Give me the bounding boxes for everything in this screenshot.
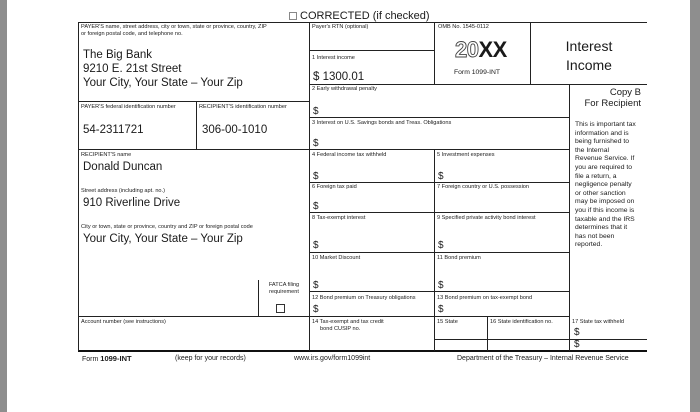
bottom-border [78, 350, 647, 352]
box2-label: 2 Early withdrawal penalty [312, 86, 377, 92]
notice-line: may be imposed on [575, 198, 635, 206]
box1-value: $ 1300.01 [313, 71, 365, 83]
box12-label: 12 Bond premium on Treasury obligations [312, 295, 416, 301]
payer-label: PAYER'S name, street address, city or town, state or province, country, ZIP [81, 24, 267, 30]
notice-line: This is important tax [575, 121, 636, 128]
recipient-street-label: Street address (including apt. no.) [81, 188, 165, 194]
box17-value-1: $ [574, 327, 580, 338]
account-label: Account number (see instructions) [81, 319, 166, 325]
payer-label-2: or foreign postal code, and telephone no. [81, 31, 183, 37]
box1-label: 1 Interest income [312, 55, 355, 61]
column-2-divider [309, 22, 310, 351]
payer-tin: 54-2311721 [83, 124, 144, 136]
box11-value: $ [438, 280, 444, 291]
footer-url[interactable]: www.irs.gov/form1099int [294, 355, 371, 362]
row6-divider [309, 212, 569, 213]
recipient-tin-label: RECIPIENT'S identification number [199, 104, 287, 110]
account-divider [78, 316, 569, 317]
box17-row-divider [569, 339, 647, 340]
box12-value: $ [313, 304, 319, 315]
box5-label: 5 Investment expenses [437, 152, 495, 158]
notice-line: being furnished to [575, 138, 630, 146]
box9-value: $ [438, 240, 444, 251]
copy-line-1: Copy B [609, 87, 641, 98]
column-4-divider [569, 84, 570, 351]
form-title [531, 37, 647, 75]
box4-label: 4 Federal income tax withheld [312, 152, 387, 158]
omb-label: OMB No. 1545-0112 [438, 24, 489, 30]
fatca-label-1: FATCA filing [268, 282, 300, 288]
box5-value: $ [438, 171, 444, 182]
row4-divider [309, 182, 569, 183]
recipient-street: 910 Riverline Drive [83, 197, 181, 209]
box14-label-2: bond CUSIP no. [320, 326, 361, 332]
recipient-tin: 306-00-1010 [202, 124, 268, 136]
box8-label: 8 Tax-exempt interest [312, 215, 366, 221]
footer-dept: Department of the Treasury – Internal Revenue Service [457, 355, 629, 362]
box6-label: 6 Foreign tax paid [312, 184, 357, 190]
title-line-1: Interest [565, 38, 613, 54]
corrected-label: CORRECTED (if checked) [300, 10, 430, 22]
box7-label: 7 Foreign country or U.S. possession [437, 184, 530, 190]
recipient-name: Donald Duncan [83, 161, 163, 173]
corrected-checkbox[interactable] [289, 10, 430, 22]
notice-line: Revenue Service. If [575, 155, 635, 163]
copy-designation [572, 87, 641, 109]
year-suffix: XX [478, 37, 507, 62]
left-border [78, 22, 79, 351]
top-border [78, 22, 647, 23]
notice-line: has not been [575, 232, 615, 240]
box17-label: 17 State tax withheld [572, 319, 624, 325]
row8-divider [309, 252, 569, 253]
footer-keep: (keep for your records) [175, 355, 246, 362]
form-name: Form 1099-INT [454, 69, 501, 76]
box6-value: $ [313, 201, 319, 212]
tax-year [455, 38, 507, 62]
tin-split [196, 101, 197, 149]
payer-divider [78, 101, 309, 102]
notice-line: reported. [575, 241, 603, 249]
box4-value: $ [313, 171, 319, 182]
box13-label: 13 Bond premium on tax-exempt bond [437, 295, 533, 301]
title-line-2: Income [566, 57, 612, 73]
box10-value: $ [313, 280, 319, 291]
recipient-city: Your City, Your State – Your Zip [83, 233, 243, 245]
notice-line: the Internal [575, 146, 610, 154]
corrected-box[interactable] [289, 12, 297, 20]
box10-label: 10 Market Discount [312, 255, 361, 261]
copy-notice [575, 121, 647, 250]
box13-value: $ [438, 304, 444, 315]
box16-label: 16 State identification no. [490, 319, 553, 325]
payer-name: The Big Bank [83, 49, 153, 61]
recipient-name-label: RECIPIENT'S name [81, 152, 132, 158]
payer-city: Your City, Your State – Your Zip [83, 77, 243, 89]
box14-label: 14 Tax-exempt and tax credit [312, 319, 384, 325]
notice-line: information and is [575, 129, 629, 137]
rtn-divider [309, 50, 434, 51]
notice-line: file a return, a [575, 172, 617, 180]
copy-divider [569, 84, 647, 85]
recipient-city-label: City or town, state or province, country and ZIP or foreign postal code [81, 224, 253, 230]
fatca-checkbox[interactable] [276, 304, 285, 313]
box9-label: 9 Specified private activity bond interest [437, 215, 536, 221]
footer-form-prefix: Form [82, 356, 99, 363]
copy-line-2: For Recipient [584, 98, 641, 109]
omb-left [434, 22, 435, 84]
tin-divider [78, 149, 309, 150]
rtn-label: Payer's RTN (optional) [312, 24, 369, 30]
notice-line: or other sanction [575, 189, 626, 197]
box3-label: 3 Interest on U.S. Savings bonds and Treas. Obligations [312, 120, 452, 126]
notice-line: determines that it [575, 224, 628, 232]
footer-form-number: 1099-INT [100, 354, 132, 363]
notice-line: you are required to [575, 163, 633, 171]
payer-tin-label: PAYER'S federal identification number [81, 104, 176, 110]
box2-value: $ [313, 106, 319, 117]
box3-value: $ [313, 138, 319, 149]
column-3-divider [434, 149, 435, 351]
box17-value-2: $ [574, 339, 580, 350]
box1-divider [309, 84, 569, 85]
box8-value: $ [313, 240, 319, 251]
year-prefix: 20 [455, 37, 479, 62]
notice-line: negligence penalty [575, 181, 632, 189]
fatca-label-2: requirement [269, 289, 299, 295]
state-split [487, 316, 488, 351]
box3-divider [309, 149, 569, 150]
box11-label: 11 Bond premium [437, 255, 481, 261]
footer-form [82, 354, 132, 364]
box2-divider [309, 117, 569, 118]
fatca-left [258, 280, 259, 316]
row10-divider [309, 291, 569, 292]
state-row-divider [434, 339, 569, 340]
notice-line: you if this income is [575, 206, 635, 214]
box15-label: 15 State [437, 319, 458, 325]
notice-line: taxable and the IRS [575, 215, 635, 223]
payer-street: 9210 E. 21st Street [83, 63, 182, 75]
